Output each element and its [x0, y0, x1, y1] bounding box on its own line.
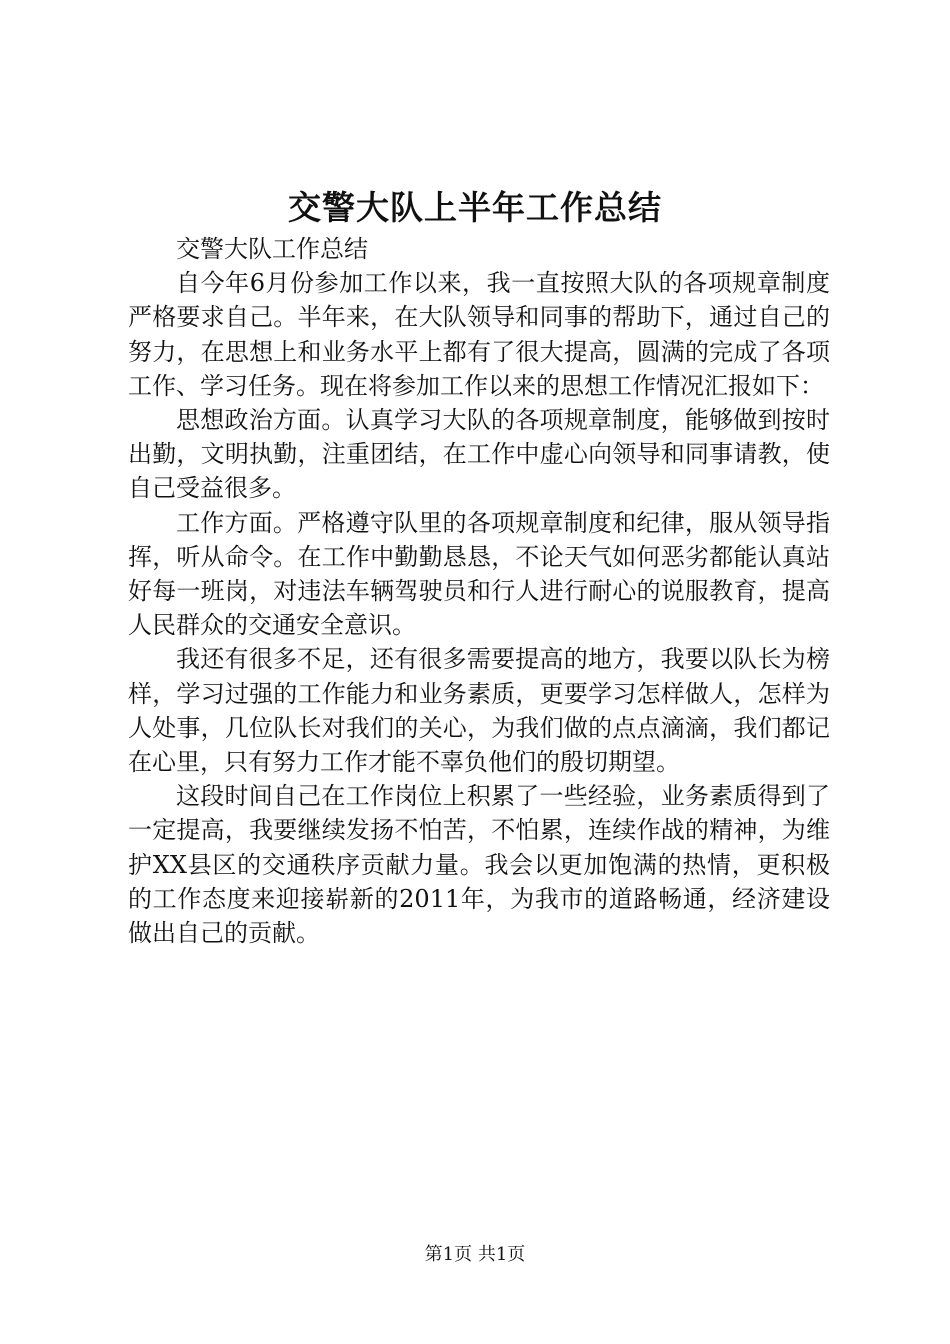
paragraph-outlook: 这段时间自己在工作岗位上积累了一些经验，业务素质得到了一定提高，我要继续发扬不怕苦，不怕累，连续作战的精神，为维护XX县区的交通秩序贡献力量。我会以更加饱满的热情，更积极的工作态度来迎接崭新的2011年，为我市的道路畅通，经济建设做出自己的贡献。 [128, 782, 830, 948]
document-title: 交警大队上半年工作总结 [288, 188, 662, 227]
paragraph-work: 工作方面。严格遵守队里的各项规章制度和纪律，服从领导指挥，听从命令。在工作中勤勤恳恳，不论天气如何恶劣都能认真站好每一班岗，对违法车辆驾驶员和行人进行耐心的说服教育，提高人民群众的交通安全意识。 [128, 508, 830, 640]
page-number-footer: 第1页 共1页 [424, 1244, 526, 1265]
paragraph-intro: 自今年6月份参加工作以来，我一直按照大队的各项规章制度严格要求自己。半年来，在大队领导和同事的帮助下，通过自己的努力，在思想上和业务水平上都有了很大提高，圆满的完成了各项工作、学习任务。现在将参加工作以来的思想工作情况汇报如下： [128, 269, 830, 400]
paragraph-political-thought: 思想政治方面。认真学习大队的各项规章制度，能够做到按时出勤，文明执勤，注重团结，在工作中虚心向领导和同事请教，使自己受益很多。 [128, 406, 830, 503]
document-body [128, 232, 830, 950]
document-subtitle: 交警大队工作总结 [176, 235, 368, 263]
paragraph-shortcomings: 我还有很多不足，还有很多需要提高的地方，我要以队长为榜样，学习过强的工作能力和业务素质，更要学习怎样做人，怎样为人处事，几位队长对我们的关心，为我们做的点点滴滴，我们都记在心里，只有努力工作才能不辜负他们的殷切期望。 [128, 645, 830, 777]
